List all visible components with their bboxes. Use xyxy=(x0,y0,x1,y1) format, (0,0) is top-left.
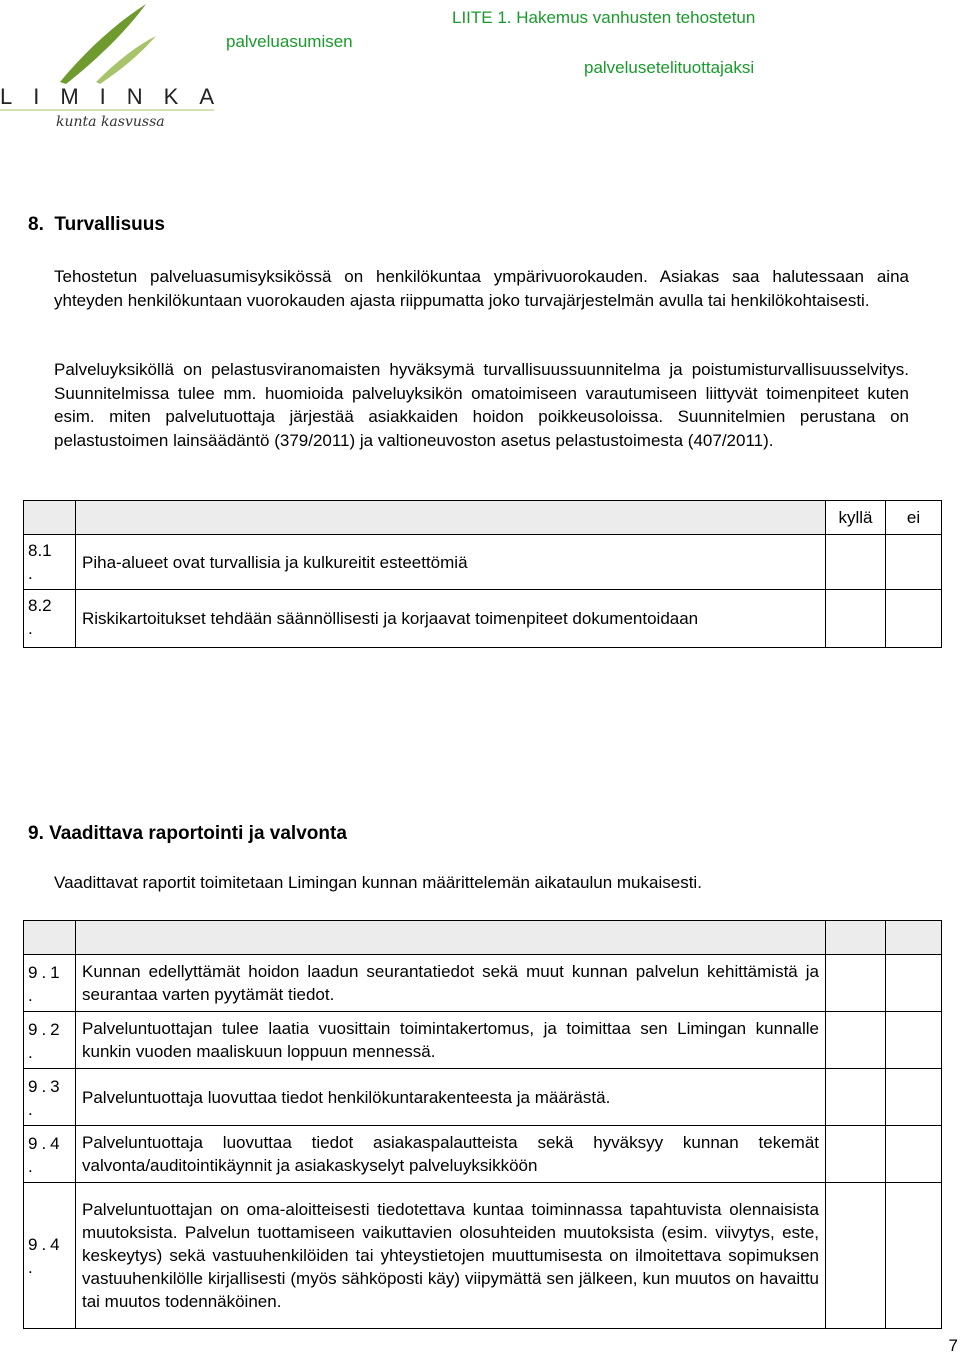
paragraph-text: Tehostetun palveluasumisyksikössä on henkilökuntaa ympärivuorokauden. Asiakas saa halutessaan aina yhteyden henkilökuntaan vuorokauden ajasta riippumatta joko turvajärjestelmän avulla tai henkilökohtaisesti. xyxy=(54,267,909,310)
table-cell xyxy=(76,501,826,535)
row-number: 8.1 . xyxy=(24,535,76,590)
logo-letter: K xyxy=(163,84,179,109)
yes-checkbox-cell[interactable] xyxy=(826,1126,886,1183)
logo-letter: I xyxy=(99,84,106,109)
section-9-checklist-table xyxy=(23,920,942,1329)
column-header-no: ei xyxy=(886,501,942,535)
table-row xyxy=(24,1126,942,1183)
section-8-paragraph-1 xyxy=(54,265,909,312)
liminka-logo xyxy=(0,0,215,140)
logo-tagline: kunta kasvussa xyxy=(56,114,165,130)
table-row xyxy=(24,535,942,590)
table-cell xyxy=(24,921,76,955)
row-text: Piha-alueet ovat turvallisia ja kulkureitit esteettömiä xyxy=(76,535,826,590)
row-number: 9.1 . xyxy=(24,955,76,1012)
row-text: Palveluntuottaja luovuttaa tiedot asiakaspalautteista sekä hyväksyy kunnan tekemät valvonta/auditointikäynnit ja asiakaskyselyt palveluyksikköön xyxy=(76,1126,826,1183)
header-left-text: palveluasumisen xyxy=(226,32,353,51)
no-checkbox-cell[interactable] xyxy=(886,1126,942,1183)
row-number: 9.4 . xyxy=(24,1183,76,1329)
table-row xyxy=(24,590,942,648)
row-number: 9.2 . xyxy=(24,1012,76,1069)
table-row xyxy=(24,1069,942,1126)
row-text: Riskikartoitukset tehdään säännöllisesti ja korjaavat toimenpiteet dokumentoidaan xyxy=(76,590,826,648)
section-8-heading: 8. Turvallisuus xyxy=(28,214,165,235)
no-checkbox-cell[interactable] xyxy=(886,1012,942,1069)
paragraph-text: Palveluyksiköllä on pelastusviranomaisten hyväksymä turvallisuussuunnitelma ja poistumisturvallisuusselvitys. Suunnitelmissa tulee mm. huomioida palveluyksikön omatoimiseen varautumiseen liittyvät toimenpiteet kuten esim. miten palvelutuottaja järjestää asiakkaiden hoidon poikkeusoloissa. Suunnitelmien perustana on pelastustoimen lainsäädäntö (379/2011) ja valtioneuvoston asetus pelastustoimesta (407/2011). xyxy=(54,360,909,450)
header-title-line2: palvelusetelituottajaksi xyxy=(584,58,755,77)
column-header-yes: kyllä xyxy=(826,501,886,535)
yes-checkbox-cell[interactable] xyxy=(826,1012,886,1069)
section-8-paragraph-2 xyxy=(54,358,909,452)
section-9-paragraph: Vaadittavat raportit toimitetaan Limingan kunnan määrittelemän aikataulun mukaisesti. xyxy=(54,873,702,892)
logo-wordmark xyxy=(0,84,214,110)
row-text: Palveluntuottajan on oma-aloitteisesti tiedotettava kuntaa toiminnassa tapahtuvista olennaisista muutoksista. Palvelun tuottamiseen vaikuttavien olosuhteiden muutoksista (esim. viivytys, este, keskeytys) sekä vastuuhenkilöiden tai yhteystietojen muuttumisesta on ilmoitettava sopimuksen vastuuhenkilölle kirjallisesti (myös sähköposti käy) viipymättä sen jälkeen, kun muutos on havaittu tai muutos todennäköinen. xyxy=(76,1183,826,1329)
table-cell xyxy=(826,921,886,955)
row-number: 9.4 . xyxy=(24,1126,76,1183)
yes-checkbox-cell[interactable] xyxy=(826,1183,886,1329)
logo-letter: L xyxy=(0,84,13,109)
row-text: Palveluntuottajan tulee laatia vuosittain toimintakertomus, ja toimittaa sen Limingan kunnalle kunkin vuoden maaliskuun loppuun mennessä. xyxy=(76,1012,826,1069)
section-8-checklist-table xyxy=(23,500,942,648)
page-number: 7 xyxy=(948,1336,958,1355)
no-checkbox-cell[interactable] xyxy=(886,1069,942,1126)
row-text: Palveluntuottaja luovuttaa tiedot henkilökuntarakenteesta ja määrästä. xyxy=(76,1069,826,1126)
table-row xyxy=(24,955,942,1012)
yes-checkbox-cell[interactable] xyxy=(826,535,886,590)
logo-letter: M xyxy=(60,84,79,109)
no-checkbox-cell[interactable] xyxy=(886,1183,942,1329)
row-number: 9.3 . xyxy=(24,1069,76,1126)
row-text: Kunnan edellyttämät hoidon laadun seurantatiedot sekä muut kunnan palvelun kehittämistä ja seurantaa varten pyytämät tiedot. xyxy=(76,955,826,1012)
row-number: 8.2 . xyxy=(24,590,76,648)
table-header-row xyxy=(24,921,942,955)
yes-checkbox-cell[interactable] xyxy=(826,1069,886,1126)
no-checkbox-cell[interactable] xyxy=(886,590,942,648)
table-cell xyxy=(76,921,826,955)
no-checkbox-cell[interactable] xyxy=(886,955,942,1012)
section-9-heading: 9. Vaadittava raportointi ja valvonta xyxy=(28,823,347,844)
table-row xyxy=(24,1183,942,1329)
table-row xyxy=(24,1012,942,1069)
table-cell xyxy=(886,921,942,955)
yes-checkbox-cell[interactable] xyxy=(826,955,886,1012)
logo-letter: N xyxy=(126,84,143,109)
logo-letter: A xyxy=(199,84,214,109)
table-header-row xyxy=(24,501,942,535)
header-title-line1: LIITE 1. Hakemus vanhusten tehostetun xyxy=(452,8,756,27)
table-cell xyxy=(24,501,76,535)
yes-checkbox-cell[interactable] xyxy=(826,590,886,648)
logo-letter: I xyxy=(33,84,40,109)
no-checkbox-cell[interactable] xyxy=(886,535,942,590)
